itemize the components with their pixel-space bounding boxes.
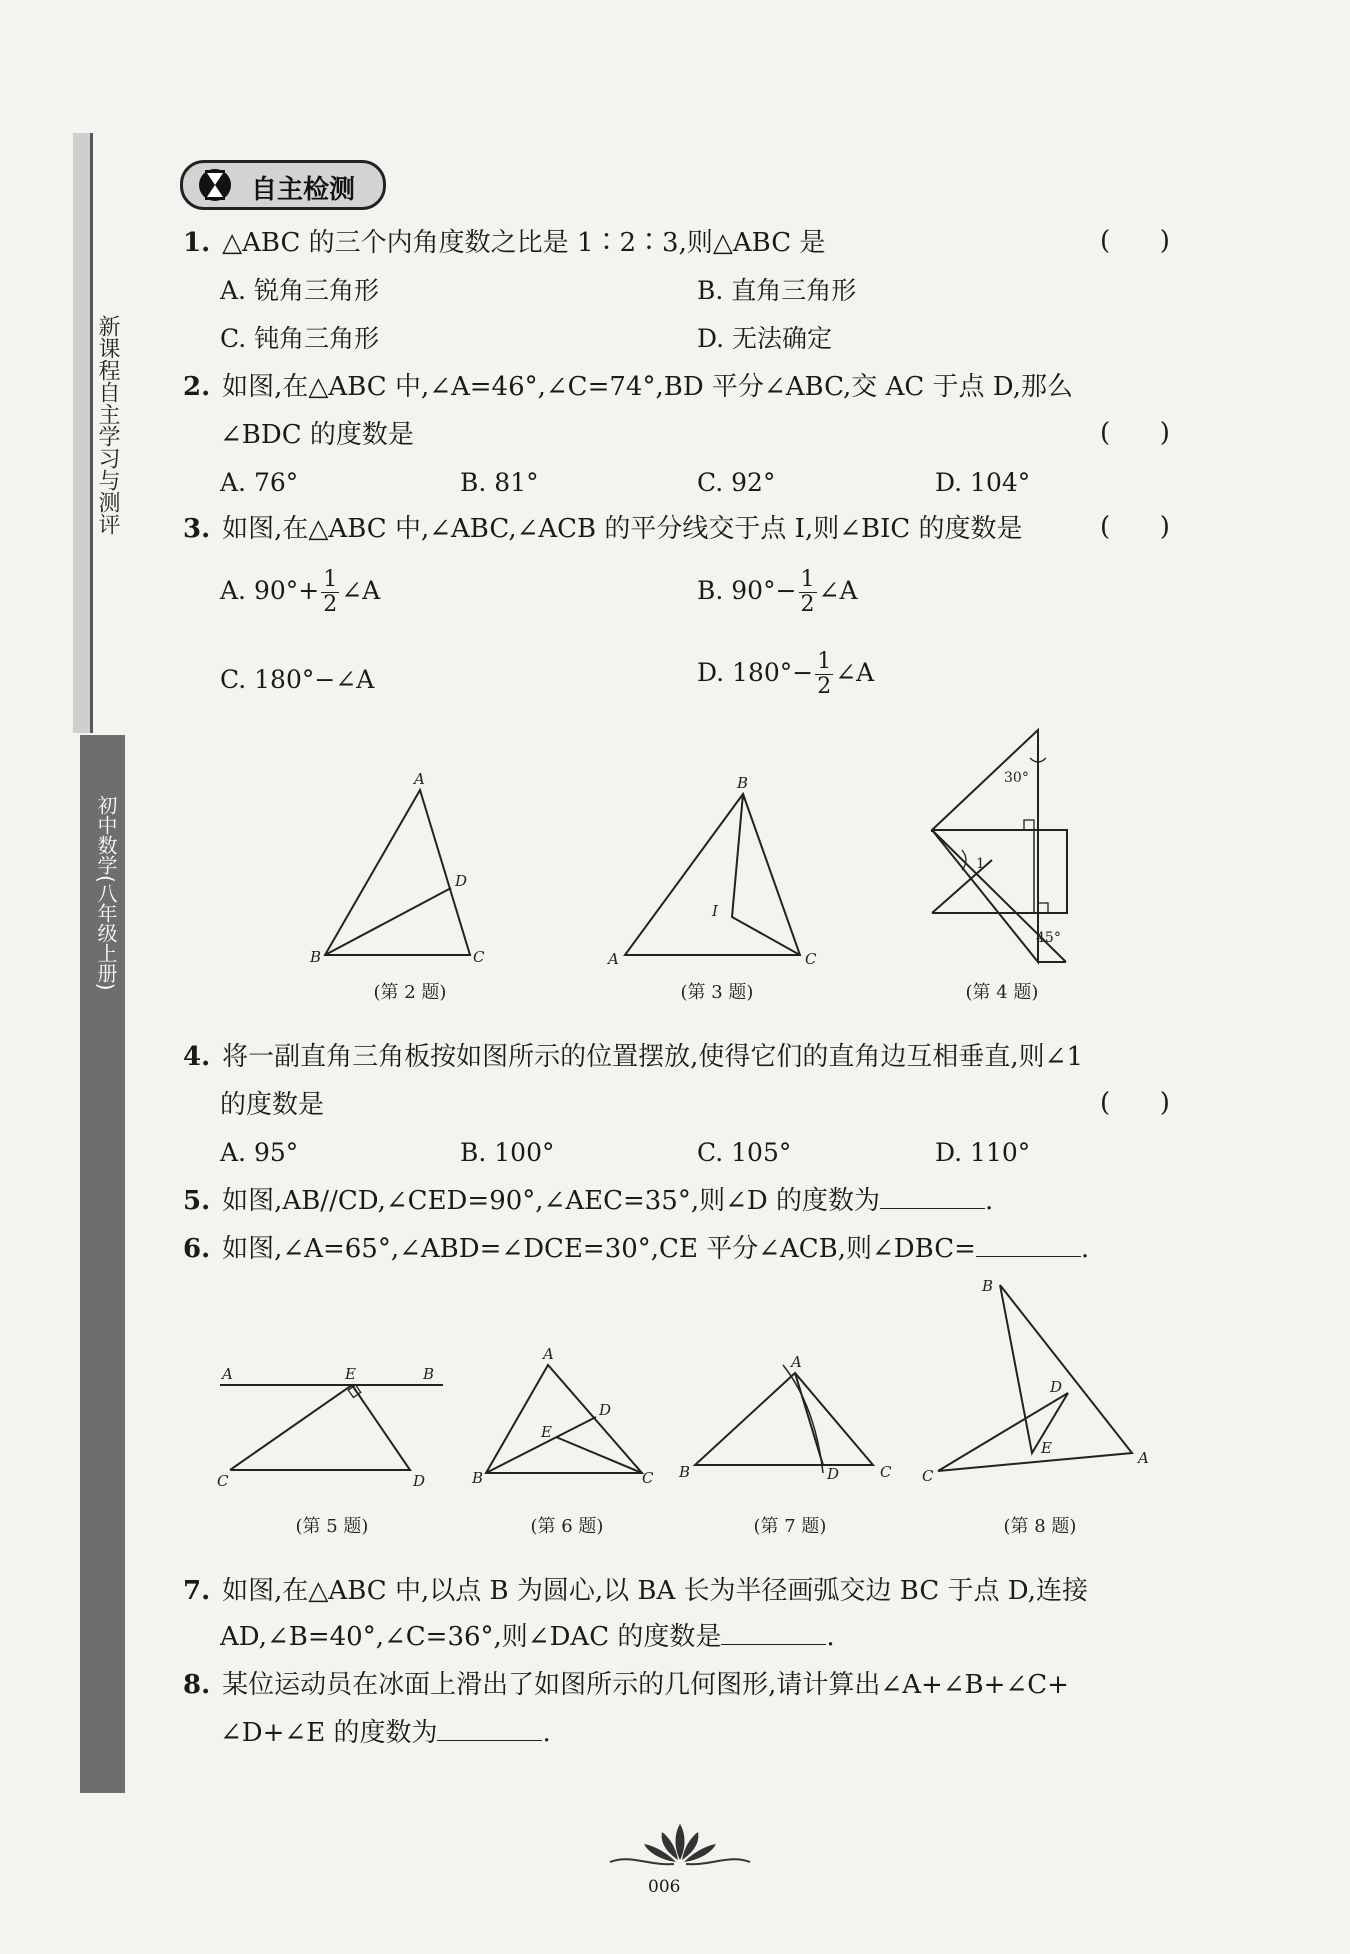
question-7-line2: AD,∠B=40°,∠C=36°,则∠DAC 的度数是 . xyxy=(220,1622,835,1652)
answer-parentheses: ( ) xyxy=(1100,418,1170,448)
caption-fig5: (第 5 题) xyxy=(295,1516,369,1537)
label-c: C xyxy=(880,1463,892,1481)
caption-fig8: (第 8 题) xyxy=(1003,1516,1077,1537)
option-a: A. 95° xyxy=(220,1138,299,1167)
angle-1-label: 1 xyxy=(976,856,985,872)
label-d: D xyxy=(1050,1378,1063,1396)
label-c: C xyxy=(642,1469,654,1487)
label-a: A xyxy=(414,770,425,788)
label-b: B xyxy=(982,1277,994,1295)
answer-blank[interactable] xyxy=(437,1718,542,1741)
label-a: A xyxy=(791,1353,802,1371)
hourglass-icon xyxy=(191,167,239,203)
fraction-half: $\frac{1}{2}$ xyxy=(817,649,832,699)
question-text: 某位运动员在冰面上滑出了如图所示的几何图形,请计算出∠A+∠B+∠C+ xyxy=(222,1670,1069,1700)
option-d: D. 180°− $\frac{1}{2}$ ∠A xyxy=(697,649,875,699)
caption-fig2: (第 2 题) xyxy=(373,982,447,1003)
label-b: B xyxy=(679,1463,691,1481)
question-number: 2. xyxy=(183,372,211,402)
question-2-line2: ∠BDC 的度数是 xyxy=(220,420,414,450)
question-3 xyxy=(183,512,1023,546)
option-a: A. 锐角三角形 xyxy=(220,276,379,305)
figure-6 xyxy=(470,1345,660,1495)
question-text: 将一副直角三角板按如图所示的位置摆放,使得它们的直角边互相垂直,则∠1 xyxy=(222,1042,1084,1072)
option-b: B. 81° xyxy=(460,468,539,497)
answer-parentheses: ( ) xyxy=(1100,226,1170,256)
question-text: 如图,在△ABC 中,∠A=46°,∠C=74°,BD 平分∠ABC,交 AC 于点 D,那么 xyxy=(222,372,1073,402)
answer-blank[interactable] xyxy=(976,1234,1081,1257)
option-b: B. 90°− $\frac{1}{2}$ ∠A xyxy=(697,567,858,617)
figure-5 xyxy=(215,1360,455,1490)
label-c: C xyxy=(922,1467,934,1485)
page-number: 006 xyxy=(648,1877,681,1897)
option-d: D. 110° xyxy=(935,1138,1031,1167)
label-d: D xyxy=(413,1472,426,1490)
figure-2 xyxy=(300,770,500,970)
question-text: 如图,∠A=65°,∠ABD=∠DCE=30°,CE 平分∠ACB,则∠DBC= xyxy=(222,1234,976,1264)
label-d: D xyxy=(827,1465,840,1483)
question-number: 5. xyxy=(183,1186,211,1216)
option-a: A. 90°+ $\frac{1}{2}$ ∠A xyxy=(220,567,381,617)
label-i: I xyxy=(712,902,718,920)
question-text: 如图,在△ABC 中,∠ABC,∠ACB 的平分线交于点 I,则∠BIC 的度数是 xyxy=(222,514,1023,544)
section-title: 自主检测 xyxy=(251,175,356,205)
section-badge xyxy=(180,160,386,210)
option-b: B. 直角三角形 xyxy=(697,276,857,305)
answer-blank[interactable] xyxy=(880,1186,985,1209)
fraction-half: $\frac{1}{2}$ xyxy=(800,567,815,617)
label-b: B xyxy=(737,774,749,792)
book-title-label: 新课程自主学习与测评 xyxy=(95,315,120,535)
question-number: 1. xyxy=(183,228,211,258)
question-6: 6. 如图,∠A=65°,∠ABD=∠DCE=30°,CE 平分∠ACB,则∠DBC= . xyxy=(183,1234,1090,1264)
option-d: D. 104° xyxy=(935,468,1031,497)
caption-fig7: (第 7 题) xyxy=(753,1516,827,1537)
caption-fig6: (第 6 题) xyxy=(530,1516,604,1537)
label-d: D xyxy=(599,1401,612,1419)
label-a: A xyxy=(608,950,619,968)
caption-fig3: (第 3 题) xyxy=(680,982,754,1003)
question-number: 6. xyxy=(183,1234,211,1264)
figure-4 xyxy=(920,720,1080,980)
label-b: B xyxy=(423,1365,435,1383)
question-number: 3. xyxy=(183,514,211,544)
question-2 xyxy=(183,370,1073,404)
answer-parentheses: ( ) xyxy=(1100,1088,1170,1118)
label-e: E xyxy=(1041,1439,1052,1457)
question-8 xyxy=(183,1668,1069,1702)
question-4-line2: 的度数是 xyxy=(220,1090,325,1120)
label-e: E xyxy=(541,1423,552,1441)
label-b: B xyxy=(310,948,322,966)
label-a: A xyxy=(543,1345,554,1363)
fraction-half: $\frac{1}{2}$ xyxy=(323,567,338,617)
label-a: A xyxy=(222,1365,233,1383)
label-e: E xyxy=(345,1365,356,1383)
answer-parentheses: ( ) xyxy=(1100,512,1170,542)
label-c: C xyxy=(473,948,485,966)
question-text: △ABC 的三个内角度数之比是 1∶2∶3,则△ABC 是 xyxy=(222,228,826,258)
option-c: C. 105° xyxy=(697,1138,792,1167)
question-number: 7. xyxy=(183,1576,211,1606)
label-a: A xyxy=(1138,1449,1149,1467)
angle-30-label: 30° xyxy=(1004,770,1029,786)
question-8-line2: ∠D+∠E 的度数为 . xyxy=(220,1718,551,1748)
question-number: 4. xyxy=(183,1042,211,1072)
figure-8 xyxy=(920,1275,1160,1495)
figure-7 xyxy=(675,1355,915,1485)
question-number: 8. xyxy=(183,1670,211,1700)
question-text: 如图,AB//CD,∠CED=90°,∠AEC=35°,则∠D 的度数为 xyxy=(222,1186,881,1216)
label-c: C xyxy=(805,950,817,968)
answer-blank[interactable] xyxy=(721,1622,826,1645)
grade-label: 初中数学(八年级上册) xyxy=(94,795,118,991)
option-b: B. 100° xyxy=(460,1138,555,1167)
figure-3 xyxy=(600,770,840,970)
option-c: C. 钝角三角形 xyxy=(220,324,380,353)
caption-fig4: (第 4 题) xyxy=(965,982,1039,1003)
ornament-icon xyxy=(600,1820,760,1870)
question-text: 如图,在△ABC 中,以点 B 为圆心,以 BA 长为半径画弧交边 BC 于点 D,连接 xyxy=(222,1576,1088,1606)
question-5: 5. 如图,AB//CD,∠CED=90°,∠AEC=35°,则∠D 的度数为 . xyxy=(183,1186,994,1216)
option-d: D. 无法确定 xyxy=(697,324,833,353)
question-7 xyxy=(183,1574,1088,1608)
option-a: A. 76° xyxy=(220,468,299,497)
option-c: C. 92° xyxy=(697,468,776,497)
label-d: D xyxy=(455,872,468,890)
question-1 xyxy=(183,226,825,260)
option-c: C. 180°−∠A xyxy=(220,665,375,694)
label-b: B xyxy=(472,1469,484,1487)
question-4 xyxy=(183,1040,1083,1074)
angle-45-label: 45° xyxy=(1036,930,1061,946)
label-c: C xyxy=(217,1472,229,1490)
